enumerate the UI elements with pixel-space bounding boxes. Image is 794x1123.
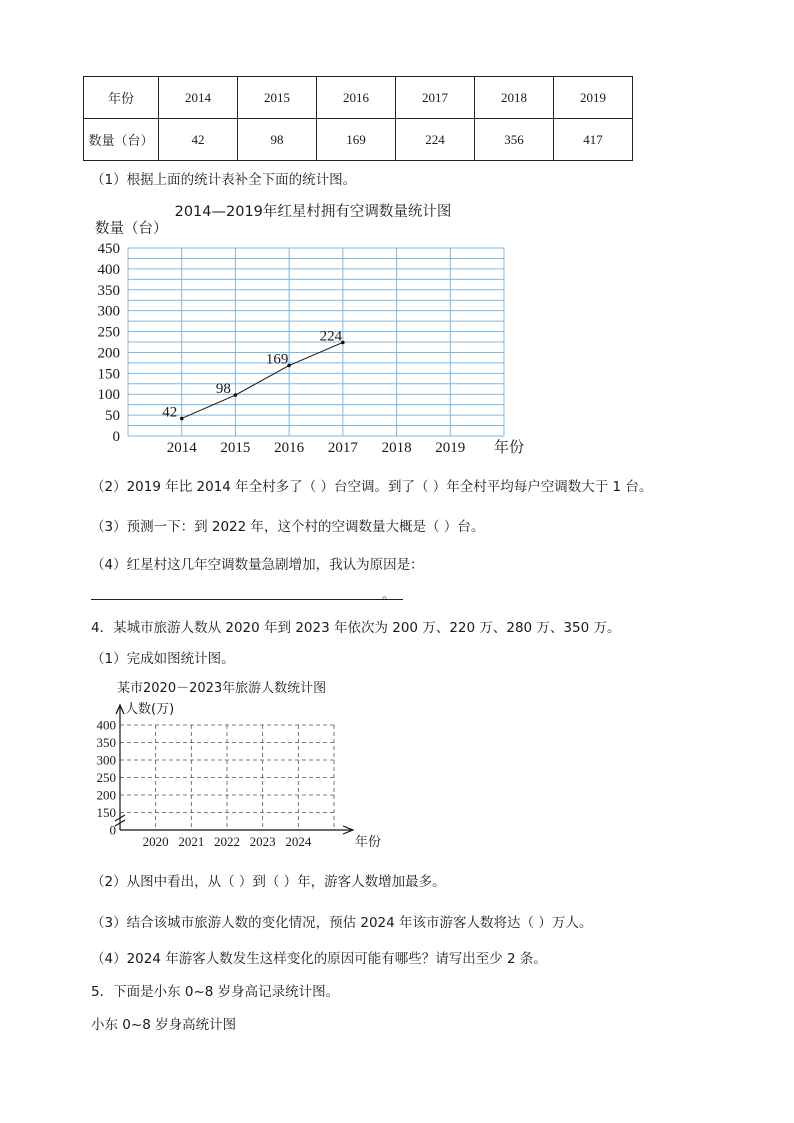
table-cell-year: 2014 bbox=[159, 77, 238, 119]
x-tick-label: 2019 bbox=[435, 440, 466, 456]
data-label: 98 bbox=[215, 381, 231, 398]
y-tick-label: 300 bbox=[97, 303, 120, 320]
chart-title: 某市2020－2023年旅游人数统计图 bbox=[117, 681, 327, 696]
series-line bbox=[182, 342, 343, 418]
question-4: （4）红星村这几年空调数量急剧增加，我认为原因是： bbox=[91, 557, 424, 573]
y-tick-label: 0 bbox=[109, 822, 116, 838]
y-tick-label: 350 bbox=[97, 282, 120, 299]
question-1-instruction: （1）根据上面的统计表补全下面的统计图。 bbox=[91, 172, 357, 188]
y-tick-label: 400 bbox=[97, 261, 120, 278]
table-cell-value: 98 bbox=[238, 119, 317, 161]
data-point bbox=[180, 417, 184, 421]
y-tick-label: 450 bbox=[97, 241, 120, 257]
table-cell-value: 356 bbox=[475, 119, 554, 161]
table-cell-year: 2019 bbox=[554, 77, 633, 119]
table-cell-year: 2015 bbox=[238, 77, 317, 119]
y-axis-label: 人数(万) bbox=[125, 702, 175, 717]
statistics-table bbox=[83, 76, 633, 161]
y-tick-label: 200 bbox=[96, 787, 116, 803]
y-tick-label: 350 bbox=[96, 735, 116, 750]
x-tick-label: 2023 bbox=[249, 834, 276, 849]
table-cell-value: 417 bbox=[554, 119, 633, 161]
problem-4-question-4: （4）2024 年游客人数发生这样变化的原因可能有哪些？请写出至少 2 条。 bbox=[91, 951, 547, 967]
y-tick-label: 200 bbox=[97, 345, 120, 362]
answer-line-period: 。 bbox=[382, 587, 396, 603]
x-tick-label: 2021 bbox=[178, 834, 205, 849]
y-tick-label: 400 bbox=[96, 717, 116, 733]
data-label: 224 bbox=[319, 328, 343, 345]
y-tick-label: 300 bbox=[96, 752, 116, 768]
x-tick-label: 2014 bbox=[166, 440, 197, 456]
x-axis-label: 年份 bbox=[355, 835, 382, 850]
x-tick-label: 2017 bbox=[327, 440, 358, 456]
y-tick-label: 100 bbox=[97, 387, 120, 404]
problem-5-title: 5．下面是小东 0~8 岁身高记录统计图。 bbox=[91, 984, 340, 1000]
x-axis-label: 年份 bbox=[494, 438, 525, 456]
problem-5-chart-title: 小东 0~8 岁身高统计图 bbox=[91, 1017, 237, 1033]
table-cell-value: 224 bbox=[396, 119, 475, 161]
problem-4-title: 4．某城市旅游人数从 2020 年到 2023 年依次为 200 万、220 万、280 万、350 万。 bbox=[91, 620, 621, 636]
answer-line bbox=[91, 599, 403, 600]
table-row-label: 数量（台） bbox=[84, 119, 159, 161]
table-cell-value: 42 bbox=[159, 119, 238, 161]
problem-4-question-3: （3）结合该城市旅游人数的变化情况，预估 2024 年该市游客人数将达（ ）万人。 bbox=[91, 915, 593, 931]
x-tick-label: 2020 bbox=[142, 834, 169, 849]
table-row bbox=[84, 77, 633, 119]
y-tick-label: 150 bbox=[97, 366, 120, 383]
y-axis-label: 数量（台） bbox=[95, 221, 168, 237]
question-3: （3）预测一下：到 2022 年，这个村的空调数量大概是（ ）台。 bbox=[91, 519, 485, 535]
table-row bbox=[84, 119, 633, 161]
chart-title: 2014—2019年红星村拥有空调数量统计图 bbox=[174, 204, 452, 220]
data-label: 169 bbox=[265, 351, 289, 368]
x-tick-label: 2018 bbox=[381, 440, 412, 456]
table-header-label: 年份 bbox=[84, 77, 159, 119]
problem-4-question-2: （2）从图中看出，从（ ）到（ ）年，游客人数增加最多。 bbox=[91, 874, 446, 890]
problem-4-question-1: （1）完成如图统计图。 bbox=[91, 651, 235, 667]
x-tick-label: 2024 bbox=[285, 834, 312, 849]
y-tick-label: 50 bbox=[105, 408, 120, 425]
y-tick-label: 0 bbox=[112, 429, 120, 445]
y-tick-label: 150 bbox=[96, 805, 116, 820]
x-tick-label: 2016 bbox=[274, 440, 305, 456]
air-conditioner-line-chart bbox=[85, 196, 545, 462]
data-point bbox=[234, 393, 238, 397]
data-label: 42 bbox=[162, 404, 178, 421]
table-cell-year: 2016 bbox=[317, 77, 396, 119]
table-cell-year: 2018 bbox=[475, 77, 554, 119]
y-tick-label: 250 bbox=[96, 770, 116, 785]
question-2: （2）2019 年比 2014 年全村多了（ ）台空调。到了（ ）年全村平均每户空调数大于 1 台。 bbox=[91, 479, 653, 495]
table-cell-year: 2017 bbox=[396, 77, 475, 119]
table-cell-value: 169 bbox=[317, 119, 396, 161]
tourism-line-chart bbox=[85, 676, 385, 854]
x-tick-label: 2022 bbox=[214, 834, 240, 849]
x-tick-label: 2015 bbox=[220, 440, 251, 456]
y-tick-label: 250 bbox=[97, 324, 120, 341]
